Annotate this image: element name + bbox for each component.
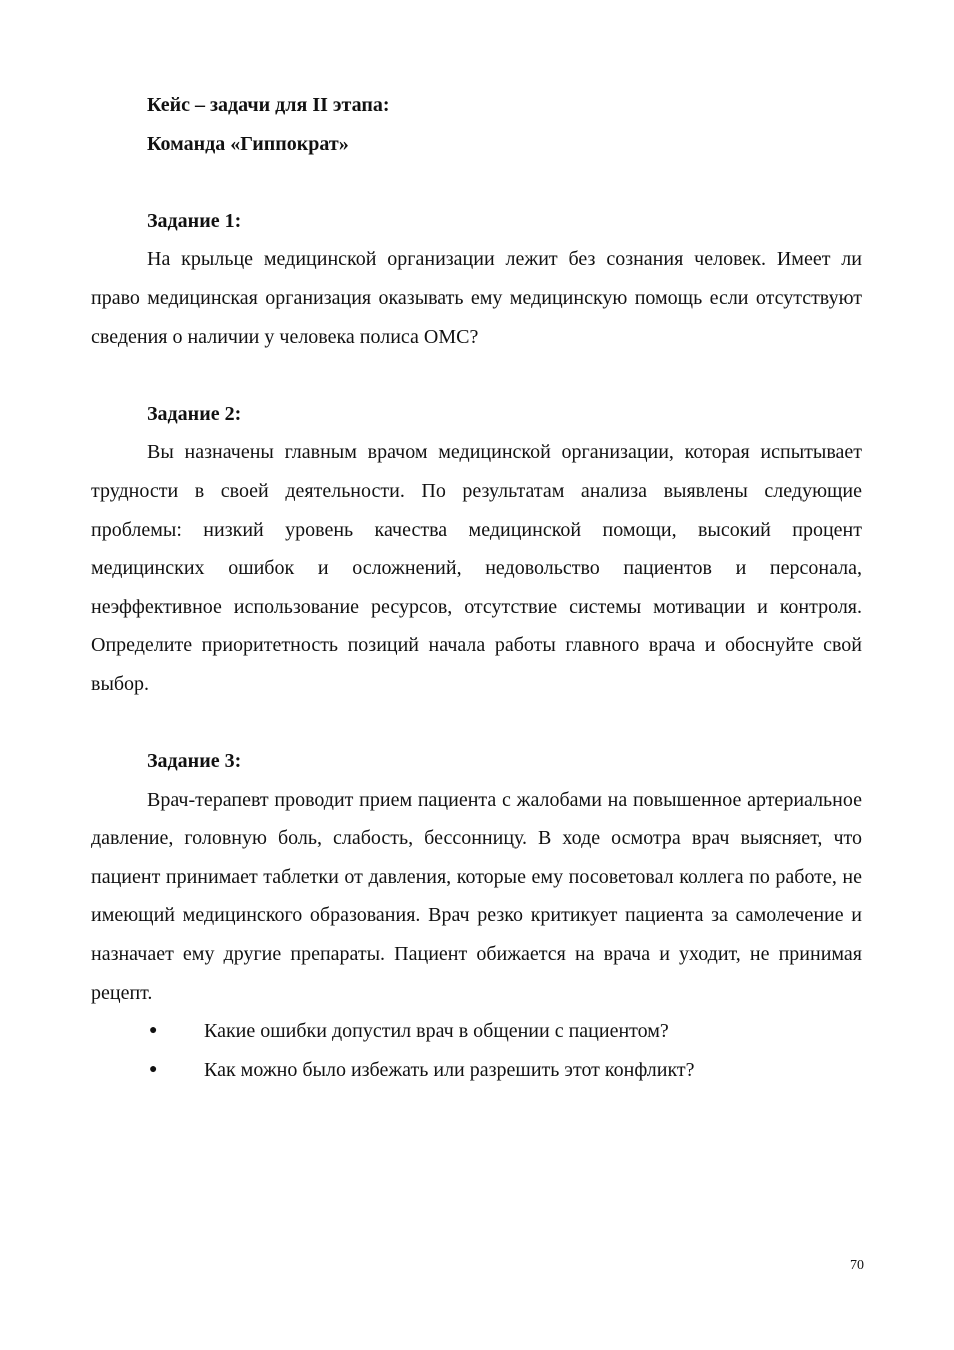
task-3-text: Врач-терапевт проводит прием пациента с жалобами на повышенное артериальное давление, головную боль, слабость, бессонницу. В ходе осмотра врач выясняет, что пациент принимает таблетки от давления, которые ему посоветовал коллега по работе, не имеющий медицинского образования. Врач резко критикует пациента за самолечение и назначает ему другие препараты. Пациент обижается на врача и уходит, не принимая рецепт. [91,788,862,1004]
bullet-icon: ● [149,1023,158,1039]
task-2-section [91,395,862,704]
task-1-heading: Задание 1: [147,209,242,232]
spacer [91,163,862,202]
task-3-heading: Задание 3: [147,750,242,773]
task-3-section [91,742,862,1089]
task-1-text: На крыльце медицинской организации лежит без сознания человек. Имеет ли право медицинская организация оказывать ему медицинскую помощь если отсутствуют сведения о наличии у человека полиса ОМС? [91,248,862,348]
page-number: 70 [850,1258,864,1273]
page-content [91,86,862,1089]
task-2-text: Вы назначены главным врачом медицинской организации, которая испытывает трудности в своей деятельности. По результатам анализа выявлены следующие проблемы: низкий уровень качества медицинской помощи, высокий процент медицинских ошибок и осложнений, недовольство пациентов и персонала, неэффективное использование ресурсов, отсутствие системы мотивации и контроля. Определите приоритетность позиций начала работы главного врача и обоснуйте свой выбор. [91,441,862,695]
spacer [91,356,862,395]
team-name: Команда «Гиппократ» [147,132,349,155]
list-item [91,1012,862,1051]
bullet-icon: ● [149,1061,158,1077]
task-3-questions [91,1012,862,1089]
spacer [91,704,862,743]
question-text: Какие ошибки допустил врач в общении с пациентом? [204,1020,669,1043]
question-text: Как можно было избежать или разрешить этот конфликт? [204,1058,695,1081]
document-title: Кейс – задачи для II этапа: [147,94,390,116]
task-2-heading: Задание 2: [147,402,242,425]
list-item [91,1051,862,1090]
task-1-section [91,202,862,356]
